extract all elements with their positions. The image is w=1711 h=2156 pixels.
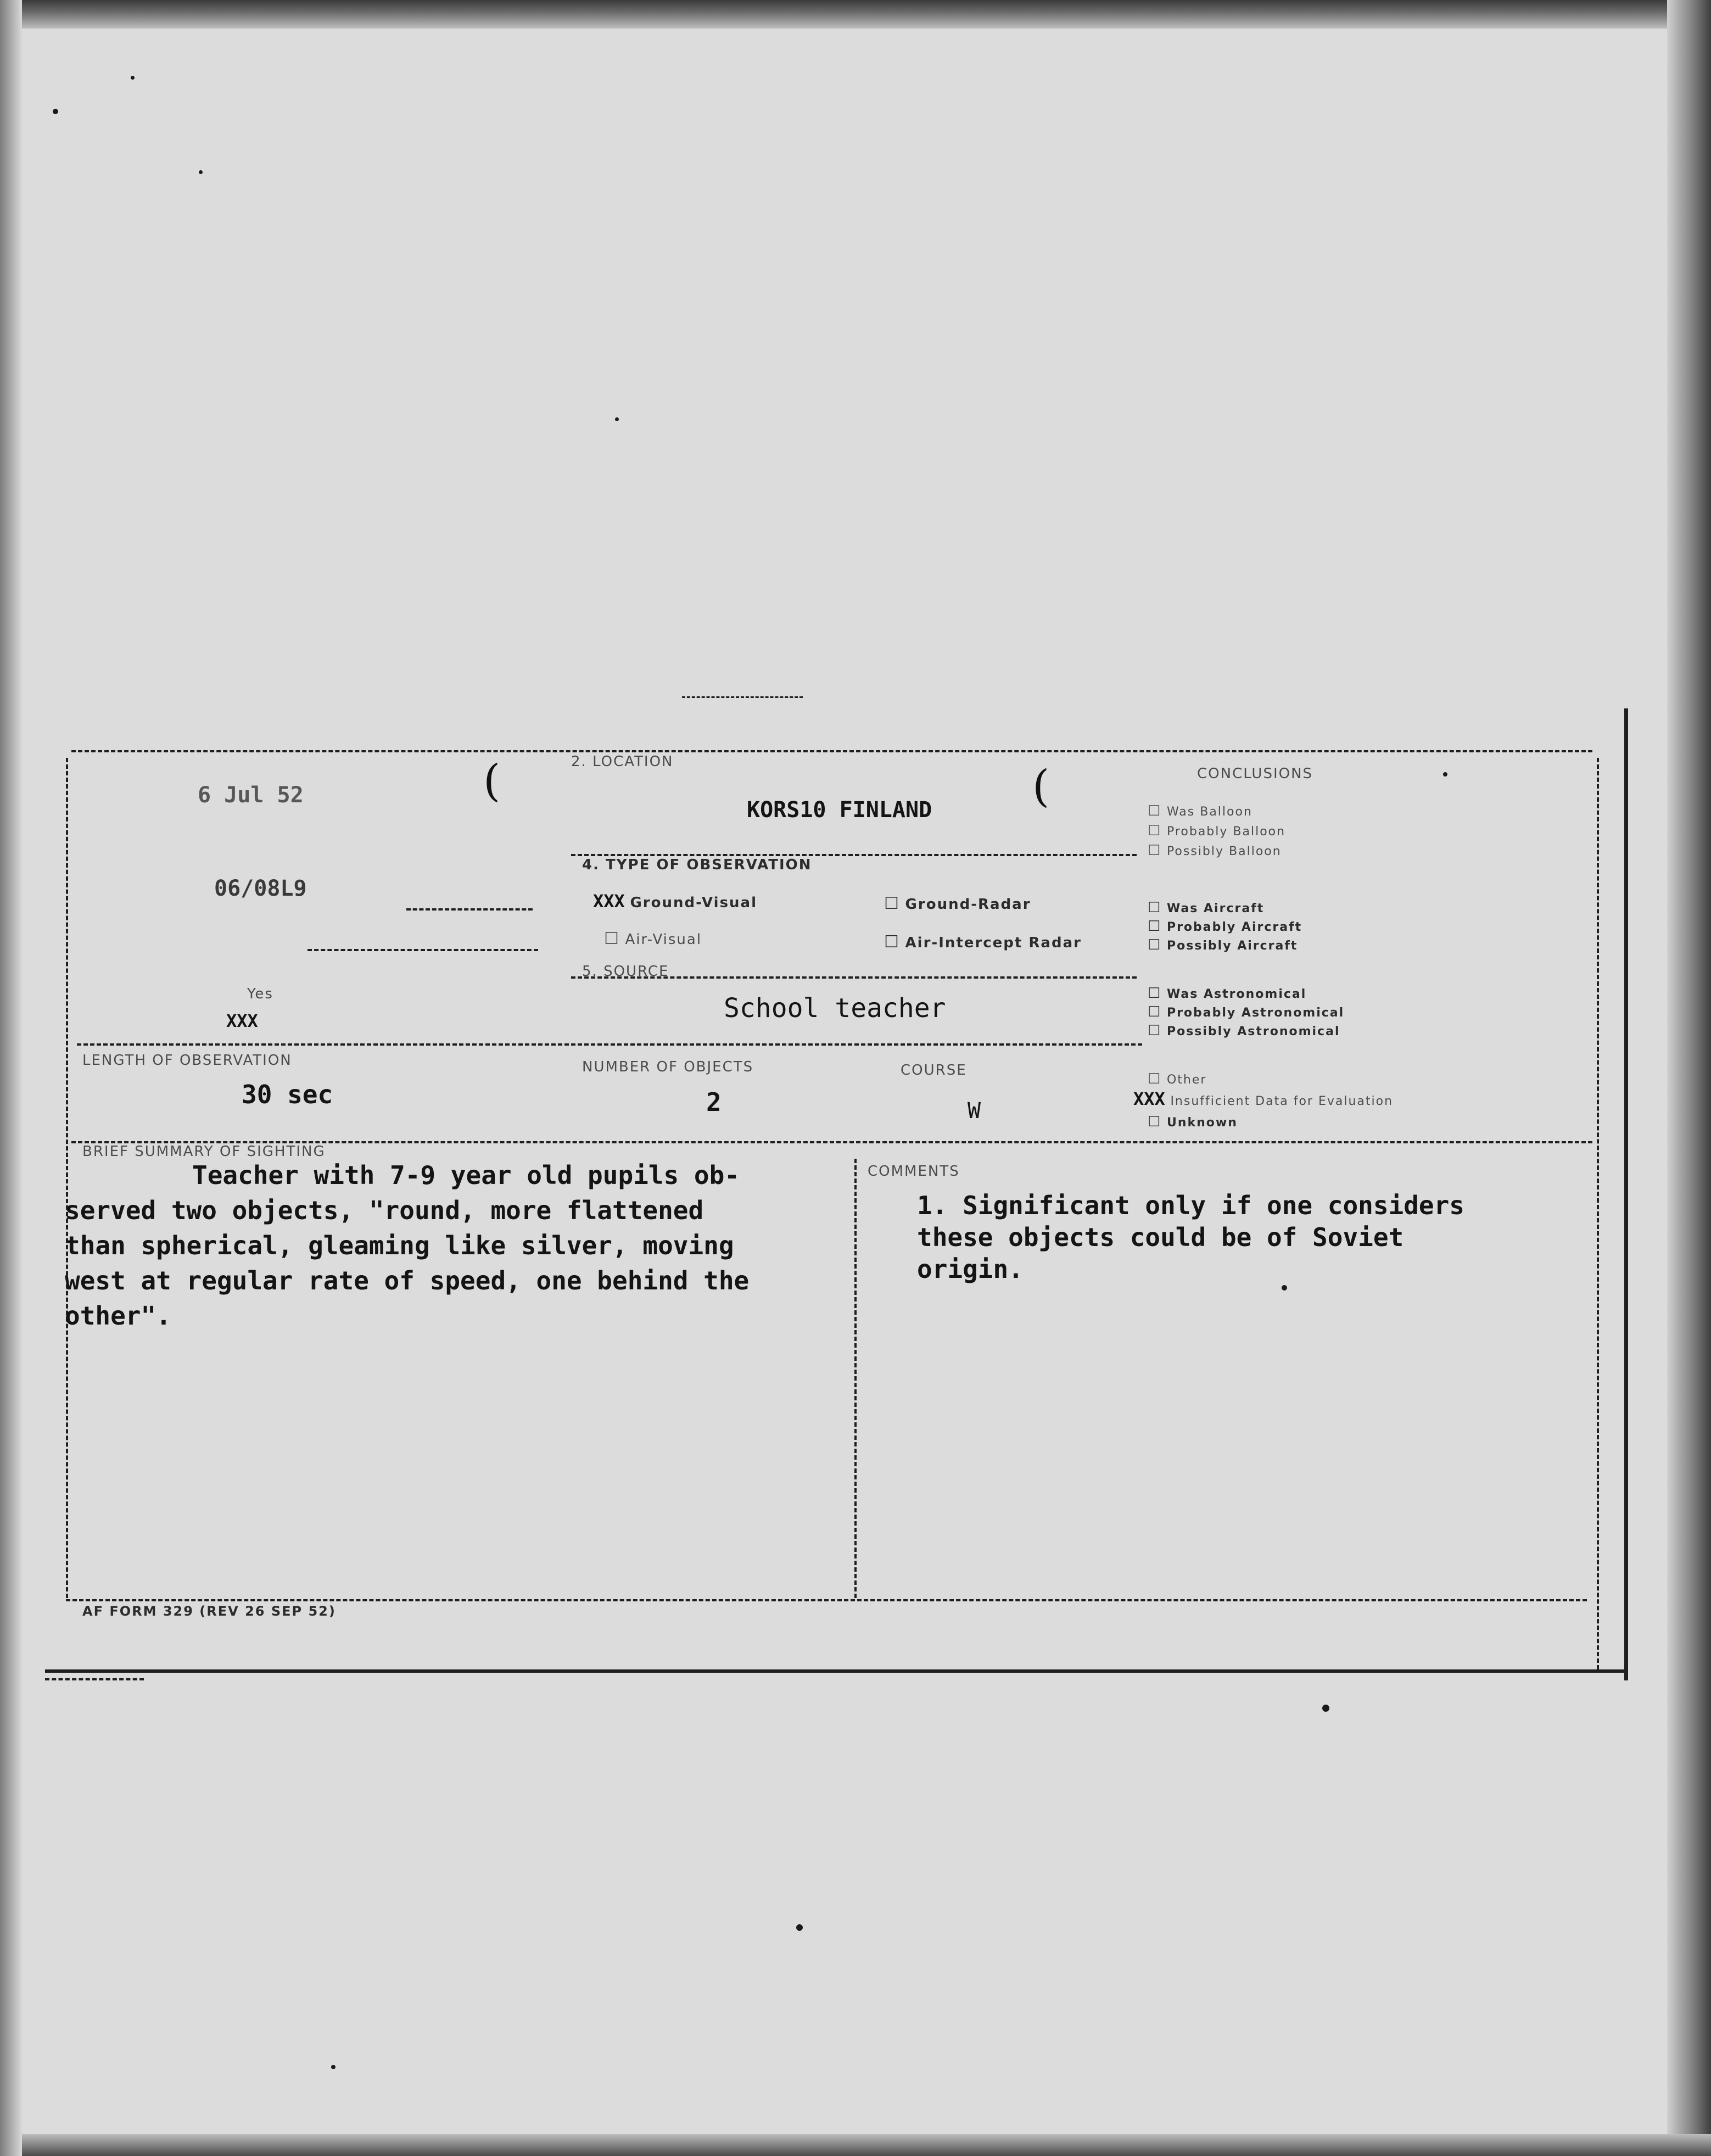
dust-speck	[131, 76, 135, 80]
observation-type-label: 4. TYPE OF OBSERVATION	[582, 857, 812, 873]
conclusions-label: CONCLUSIONS	[1197, 766, 1313, 782]
right-paren: (	[1032, 761, 1050, 812]
dust-speck	[53, 109, 58, 114]
form-top-rule	[71, 750, 1592, 752]
obs-ground-radar-label: Ground-Radar	[905, 896, 1031, 913]
conclusion-row: ☐ Was Astronomical	[1148, 985, 1307, 1002]
film-edge-right	[1667, 0, 1711, 2156]
summary-line: west at regular rate of speed, one behind the	[65, 1266, 750, 1295]
summary-line: than spherical, gleaming like silver, moving	[65, 1231, 734, 1260]
source-rule	[77, 1043, 1142, 1046]
obs-ground-visual-mark: XXX	[593, 891, 625, 912]
left-paren: (	[483, 755, 501, 806]
page-right-border	[1624, 708, 1628, 1680]
source-label: 5. SOURCE	[582, 963, 669, 980]
photos-mark: XXX	[226, 1010, 258, 1031]
conclusion-row-checked: XXX Insufficient Data for Evaluation	[1133, 1088, 1394, 1109]
photos-rule	[307, 949, 538, 951]
time-rule	[406, 908, 533, 911]
photos-label: Yes	[247, 986, 273, 1002]
conclusion-row: ☐ Was Balloon	[1148, 803, 1253, 819]
location-label: 2. LOCATION	[571, 753, 674, 770]
obs-air-visual-mark: ☐	[604, 929, 620, 948]
obs-air-visual	[604, 929, 702, 948]
obs-air-intercept	[884, 932, 1082, 952]
observation-type-grid	[593, 891, 1142, 962]
dust-speck	[796, 1924, 803, 1931]
conclusion-row: ☐ Possibly Astronomical	[1148, 1023, 1340, 1039]
comments-text	[917, 1189, 1464, 1285]
summary-line: served two objects, "round, more flattened	[65, 1196, 704, 1225]
location-rule	[571, 854, 1137, 856]
page-bottom-rule	[45, 1669, 1626, 1673]
obs-ground-radar-mark: ☐	[884, 894, 900, 913]
dust-speck	[1443, 772, 1447, 777]
form-right-border	[1597, 758, 1599, 1669]
conclusion-row: ☐ Probably Balloon	[1148, 823, 1286, 839]
dust-speck	[1322, 1705, 1329, 1712]
conclusion-row: ☐ Probably Aircraft	[1148, 918, 1302, 935]
dust-speck	[331, 2065, 336, 2069]
obs-air-intercept-label: Air-Intercept Radar	[905, 935, 1082, 951]
form-bottom-rule	[66, 1599, 1587, 1601]
obs-ground-radar	[884, 894, 1031, 913]
course-label: COURSE	[901, 1062, 967, 1079]
dust-speck	[615, 417, 619, 421]
obs-ground-visual-label: Ground-Visual	[630, 895, 758, 911]
source-value: School teacher	[724, 993, 946, 1024]
obs-air-intercept-mark: ☐	[884, 932, 900, 952]
time-value: 06/08L9	[214, 876, 307, 901]
comment-line: origin.	[917, 1254, 1024, 1284]
film-edge-bottom	[0, 2134, 1711, 2156]
dust-speck	[199, 170, 203, 174]
conclusion-row: ☐ Possibly Aircraft	[1148, 937, 1298, 953]
page-bottom-rule-2	[45, 1678, 144, 1680]
stray-rule	[682, 696, 803, 698]
film-edge-left	[0, 0, 22, 2156]
summary-divider	[854, 1159, 857, 1598]
obs-ground-visual	[593, 891, 757, 912]
conclusion-row: ☐ Other	[1148, 1071, 1207, 1087]
number-of-objects-value: 2	[706, 1087, 722, 1117]
date-value: 6 Jul 52	[198, 783, 304, 808]
comment-line: these objects could be of Soviet	[917, 1222, 1404, 1252]
obs-air-visual-label: Air-Visual	[625, 931, 702, 948]
dust-speck	[1282, 1285, 1287, 1291]
summary-line: Teacher with 7-9 year old pupils ob-	[192, 1160, 740, 1190]
conclusion-row: ☐ Possibly Balloon	[1148, 842, 1282, 859]
conclusion-row: ☐ Was Aircraft	[1148, 900, 1265, 916]
length-label: LENGTH OF OBSERVATION	[82, 1052, 292, 1069]
conclusion-row: ☐ Unknown	[1148, 1114, 1238, 1130]
number-of-objects-label: NUMBER OF OBJECTS	[582, 1059, 754, 1075]
summary-text	[65, 1158, 749, 1333]
length-value: 30 sec	[242, 1080, 333, 1109]
summary-label: BRIEF SUMMARY OF SIGHTING	[82, 1143, 326, 1160]
film-edge-top	[0, 0, 1711, 29]
course-value: W	[968, 1098, 981, 1124]
location-value: KORS10 FINLAND	[747, 797, 932, 823]
form-id: AF FORM 329 (REV 26 SEP 52)	[82, 1604, 336, 1619]
comment-line: 1. Significant only if one considers	[917, 1191, 1464, 1220]
summary-line: other".	[65, 1301, 171, 1331]
conclusion-row: ☐ Probably Astronomical	[1148, 1004, 1345, 1020]
comments-label: COMMENTS	[868, 1163, 960, 1180]
